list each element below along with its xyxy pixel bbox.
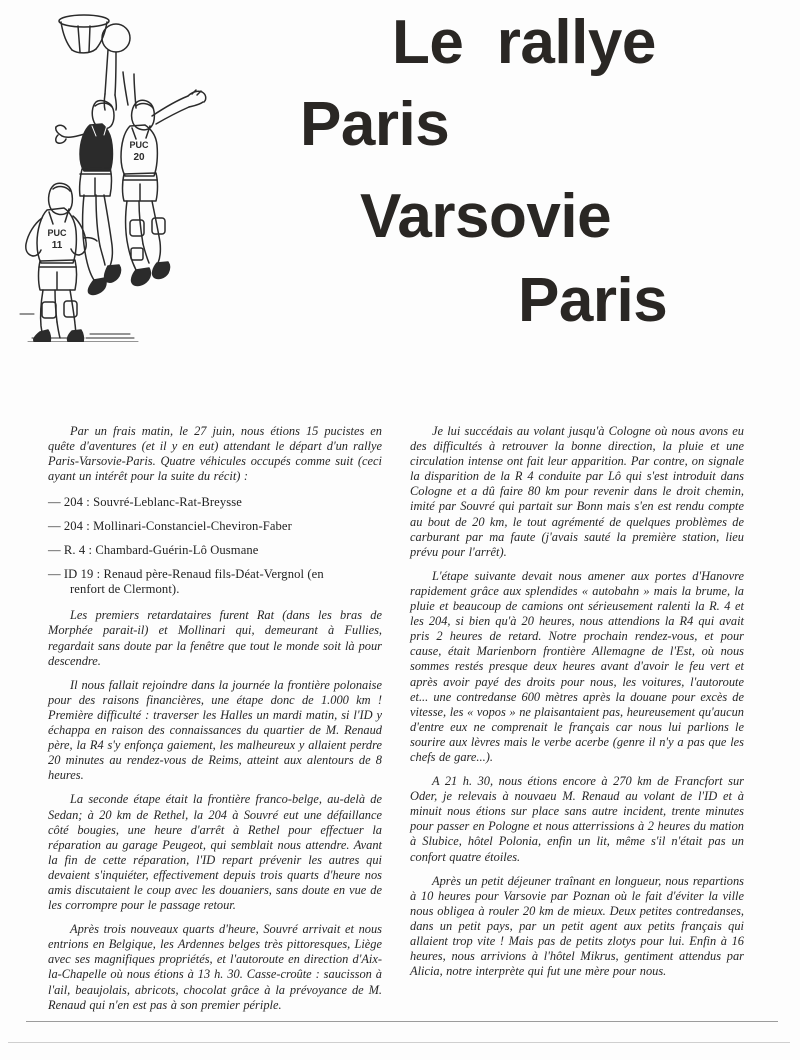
paragraph-retardataires: Les premiers retardataires furent Rat (dans les bras de Morphée parait-il) et Mollinari qui, demeurant à Fullies, regardait sans doute par la fenêtre que tout le monde soit là pour descendre. (48, 608, 382, 668)
title-line-4: Paris (518, 266, 668, 335)
crew-names: Chambard-Guérin-Lô Ousmane (95, 543, 259, 558)
separator: : (86, 519, 90, 534)
crew-names: Renaud père-Renaud fils-Déat-Vergnol (en (103, 567, 324, 582)
list-item (48, 543, 382, 558)
paragraph-francfort: A 21 h. 30, nous étions encore à 270 km de Francfort sur Oder, je relevais à nouvaeu M. Renaud au volant de l'ID et à minuit nous étions sur place sans autre incident, trente minutes pour passer en Pologne et nous atterrissions à 2 heures du mation à Slubice, hôtel Polonia, enfin un lit, même s'il n'était pas un confort quatre étoiles. (410, 774, 744, 864)
player-standing (26, 183, 86, 342)
player-jumping-right (121, 72, 206, 285)
crew-names: Souvré-Leblanc-Rat-Breysse (93, 495, 242, 510)
title-line-2: Paris (300, 90, 450, 159)
separator: : (96, 567, 101, 582)
paragraph-intro: Par un frais matin, le 27 juin, nous étions 15 pucistes en quête d'aventures (et il y en eut) attendant le départ d'un rallye Paris-Varsovie-Paris. Quatre véhicules occupés comme suit (ceci ayant un intérêt pour la suite du récit) : (48, 424, 382, 484)
svg-text:PUC: PUC (47, 228, 67, 238)
masthead (270, 8, 792, 338)
separator: : (88, 543, 93, 558)
basketball-line-drawing (12, 2, 262, 342)
floor-shading (20, 314, 138, 342)
list-item (48, 567, 382, 597)
list-dash: — (48, 543, 61, 558)
left-column (48, 424, 382, 1022)
paragraph-frontiere-polonaise: Il nous fallait rejoindre dans la journée la frontière polonaise pour des raisons financières, une étape donc de 1.000 km ! Première difficulté : traverser les Halles un mardi matin, si l'ID y échappa en raison des connaissances du quartier de M. Renaud père, la R4 s'y enfonça gaiement, les malheureux y allaient perdre 20 minutes au rendez-vous de Reims, atteint aux alentours de 8 heures. (48, 677, 382, 783)
svg-text:PUC: PUC (129, 140, 149, 150)
title-line-3: Varsovie (360, 182, 612, 251)
list-item (48, 519, 382, 534)
article-body (0, 424, 800, 1022)
list-dash: — (48, 495, 61, 510)
player-jumping-left (56, 50, 121, 294)
separator: : (86, 495, 90, 510)
paragraph-seconde-etape: La seconde étape était la frontière franco-belge, au-delà de Sedan; à 20 km de Rethel, la 204 à Souvré eut une défaillance côté bougies, une heure d'arrêt à Rethel pour effectuer la réparation au garage Peugeot, qui semblait nous attendre. Avant la fin de cette réparation, l'ID repart prévenir les autres qui devaient s'inquiéter, effectivement depuis trois quarts d'heure nos amis discutaient le coup avec les douaniers, sans doute en vue de les corrompre pour le passage retour. (48, 792, 382, 913)
crew-names-continued: renfort de Clermont). (70, 582, 180, 597)
paragraph-hanovre: L'étape suivante devait nous amener aux portes d'Hanovre rapidement grâce aux splendides « autobahn » mais la brume, la pluie et beaucoup de camions ont sérieusement ralenti la R. 4 et les 204, si bien qu'à 20 heures, nous attendions la R4 qui avait pris 2 heures de retard. Notre prochain rendez-vous, et pour cause, était Marienborn frontière Allemagne de l'Est, où nous sommes restés presque deux heures avant d'avoir le feu vert et après avoir payé des droits pour nous, les voitures, l'autoroute et... une contredanse 600 mètres après la douane pour excès de vitesse, les « vopos » ne plaisantaient pas, heureusement qu'aucun d'entre eux ne comprenait le français car nous lui parlions le sourire aux lèvres mais le verbe acerbe (genre il n'y a pas que les chefs de gare...). (410, 568, 744, 764)
list-dash: — (48, 567, 61, 582)
basketball-icon (102, 24, 130, 52)
svg-text:20: 20 (133, 152, 145, 163)
vehicle-label: R. 4 (63, 543, 86, 558)
horizontal-rule-upper (26, 1021, 778, 1022)
hoop-icon (59, 15, 109, 53)
title-line-1: Le rallye (392, 8, 656, 77)
svg-text:11: 11 (51, 240, 63, 251)
crew-names: Mollinari-Constanciel-Cheviron-Faber (93, 519, 292, 534)
paragraph-belgique: Après trois nouveaux quarts d'heure, Souvré arrivait et nous entrions en Belgique, les Ardennes belges très pittoresques, Liège avec ses magnifiques propriétés, et l'autoroute en direction d'Aix-la-Chapelle où nous étions à 13 h. 30. Casse-croûte : saucisson à l'ail, beaujolais, abricots, chocolat grâce à la prévoyance de M. Renaud qui n'en est pas à son premier périple. (48, 922, 382, 1012)
vehicle-label: ID 19 (63, 567, 94, 582)
paragraph-cologne: Je lui succédais au volant jusqu'à Cologne où nous avons eu des difficultés à retrouver la bonne direction, la pluie et une circulation intense ont fait leur apparition. Par contre, on signale la disparition de la R 4 conduite par Lô qui s'est introduit dans Cologne et a dû faire 80 km pour revenir dans le droit chemin, imité par Souvré qui partait sur Bonn mais s'en est rendu compte au bout de 20 km, le tout agrémenté de quelques problèmes de carburant par ma faute (j'avais sauté la première station, lieu prévu pour l'arrêt). (410, 424, 744, 559)
horizontal-rule-lower (8, 1042, 790, 1043)
vehicle-label: 204 (63, 519, 84, 534)
list-item (48, 495, 382, 510)
crew-list (48, 495, 382, 597)
list-dash: — (48, 519, 61, 534)
paragraph-varsovie: Après un petit déjeuner traînant en longueur, nous repartions à 10 heures pour Varsovie par Poznan où le fait d'éviter la ville nous obligea à rouler 20 km de mieux. Deux petites contredanses, dans un petit pays, par un petit agent aux petits français qui allaient trop vite ! Mais pas de petits zlotys pour lui. Enfin à 16 heures, nous arrivions à l'hôtel Mikrus, gentiment attendus par Alicia, notre interprète qui fut une mère pour nous. (410, 873, 744, 979)
vehicle-label: 204 (63, 495, 84, 510)
right-column (410, 424, 744, 1022)
